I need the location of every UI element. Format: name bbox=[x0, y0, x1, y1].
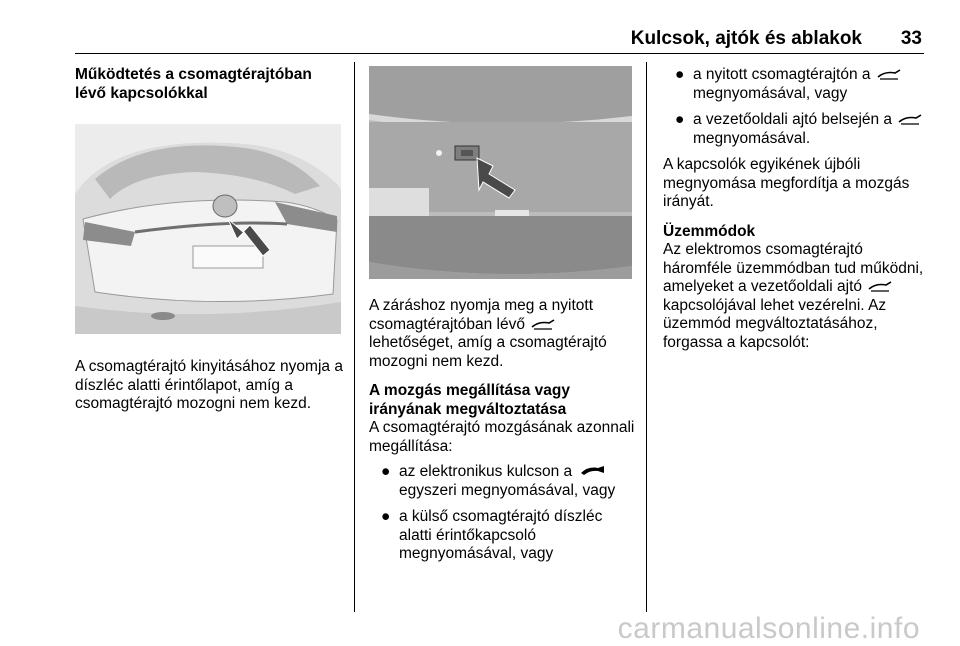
bullet-icon: ● bbox=[675, 66, 685, 83]
column-3 bbox=[663, 66, 933, 363]
column-divider-left bbox=[354, 62, 355, 612]
tailgate-icon bbox=[898, 114, 922, 126]
caption-open-tailgate: A csomagtérajtó kinyitásához nyomja a díszléc alatti érintőlapot, amíg a csomagtérajtó mozogni nem kezd. bbox=[75, 358, 343, 412]
page-number: 33 bbox=[900, 28, 922, 49]
stop-lead-text: A csomagtérajtó mozgásának azonnali megállítása: bbox=[369, 419, 635, 455]
page-header bbox=[75, 27, 924, 54]
list-item: ● a nyitott csomagtérajtón a megnyomásával, vagy bbox=[663, 66, 933, 103]
list-item: ● a külső csomagtérajtó díszléc alatti érintőkapcsoló megnyomásával, vagy bbox=[381, 508, 603, 562]
page-title: Kulcsok, ajtók és ablakok bbox=[630, 28, 862, 49]
column-1 bbox=[75, 66, 347, 425]
bullet-icon: ● bbox=[381, 508, 391, 525]
close-instruction: A záráshoz nyomja meg a nyitott csomagtérajtóban lévő lehetőséget, amíg a csomagtérajtó mozogni nem kezd. bbox=[369, 297, 607, 370]
tailgate-icon bbox=[531, 319, 555, 331]
list-item: ● az elektronikus kulcson a egyszeri megnyomásával, vagy bbox=[381, 463, 616, 499]
column-2 bbox=[369, 66, 635, 575]
tailgate-icon bbox=[868, 281, 892, 293]
modes-text: Az elektromos csomagtérajtó háromféle üzemmódban tud működni, amelyeket a vezetőoldali ajtó kapcsolójával lehet vezérelni. Az üzemmód megváltoztatásához, forgassa a kapcsolót: bbox=[663, 241, 924, 351]
car-rear-illustration bbox=[75, 124, 341, 334]
section-heading-stop-reverse: A mozgás megállítása vagy irányának megváltoztatása bbox=[369, 382, 571, 418]
key-tailgate-icon bbox=[578, 464, 606, 478]
section-heading-modes: Üzemmódok bbox=[663, 222, 756, 240]
tailgate-icon bbox=[877, 69, 901, 81]
bullet-icon: ● bbox=[675, 111, 685, 128]
column-divider-right bbox=[646, 62, 647, 612]
reverse-note: A kapcsolók egyikének újbóli megnyomása megfordítja a mozgás irányát. bbox=[663, 156, 910, 210]
list-item: ● a vezetőoldali ajtó belsején a megnyomásával. bbox=[663, 111, 933, 148]
section-heading-switches: Működtetés a csomagtérajtóban lévő kapcsolókkal bbox=[75, 66, 312, 102]
tailgate-interior-illustration bbox=[369, 66, 632, 279]
bullet-icon: ● bbox=[381, 463, 391, 480]
footer-watermark: carmanualsonline.info bbox=[617, 612, 920, 645]
